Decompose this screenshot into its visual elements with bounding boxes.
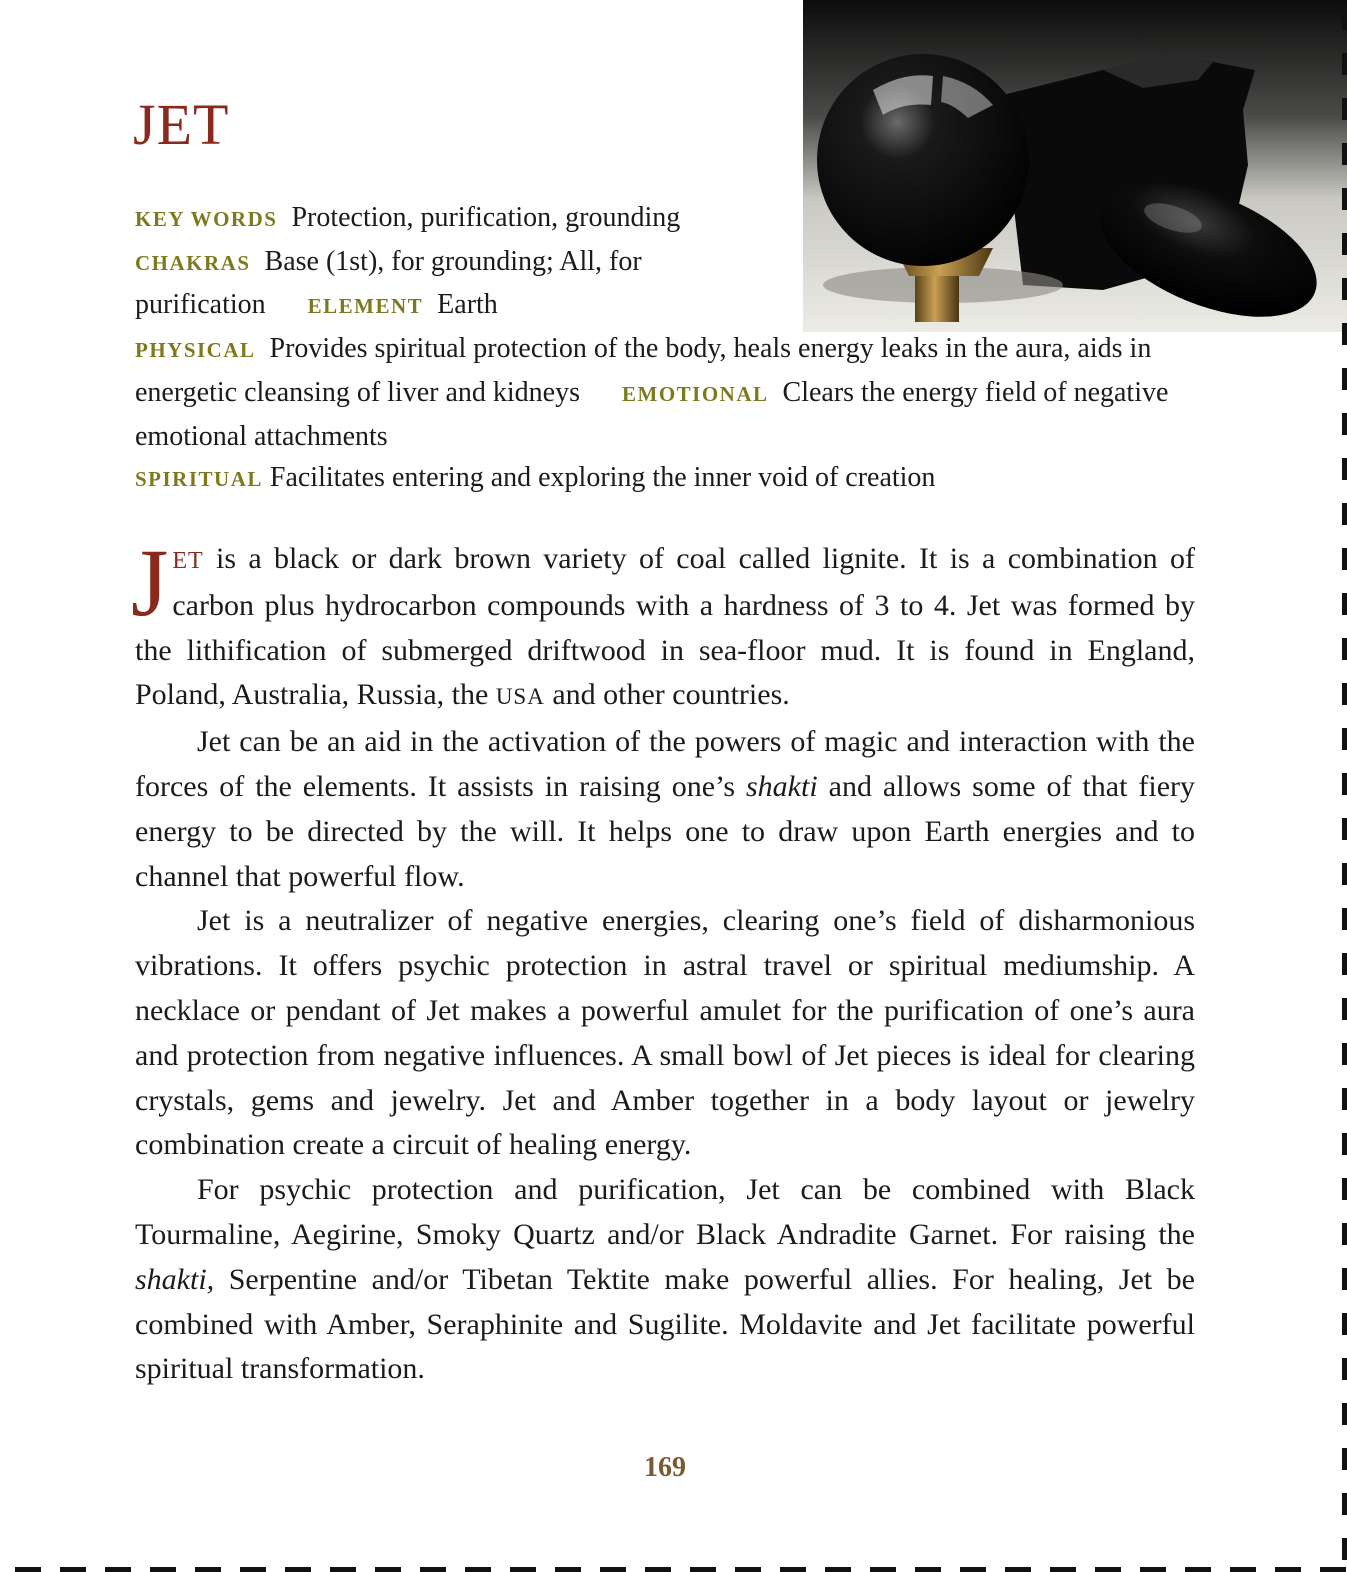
edge-mark (645, 1567, 671, 1572)
edge-mark (195, 1567, 221, 1572)
chakras-value: Base (1st), for grounding; All, for purification (135, 245, 642, 321)
paragraph-1-text-a: is a black or dark brown variety of coal called lignite. It is a combination of carbon plus hydrocarbon compounds with a hardness of 3 to 4. Jet was formed by the lithification of submerged driftwood in sea-floor mud. It is found in England, Poland, Australia, Russia, the (135, 542, 1195, 712)
edge-mark (1342, 98, 1347, 120)
edge-mark (1140, 1567, 1166, 1572)
edge-mark (1342, 143, 1347, 165)
paragraph-4-text-a: For psychic protection and purification, Jet can be combined with Black Tourmaline, Aegirine, Smoky Quartz and/or Black Andradite Garnet. For raising the (135, 1173, 1195, 1251)
paragraph-1-text-b: and other countries. (544, 678, 790, 712)
edge-mark (1342, 773, 1347, 795)
edge-mark (420, 1567, 446, 1572)
edge-mark (1275, 1567, 1301, 1572)
emotional-value: Clears the energy field of negative emotional attachments (135, 376, 1169, 452)
spiritual-label: SPIRITUAL (135, 467, 263, 492)
edge-mark (1342, 683, 1347, 705)
edge-mark (780, 1567, 806, 1572)
key-words-line (135, 197, 775, 241)
spiritual-value: Facilitates entering and exploring the inner void of creation (269, 462, 936, 494)
page-number: 169 (644, 1452, 686, 1483)
edge-mark (1342, 638, 1347, 660)
paragraph-3: Jet is a neutralizer of negative energies, clearing one’s field of disharmonious vibrations. It offers psychic protection in astral travel or spiritual mediumship. A necklace or pendant of Jet makes a powerful amulet for the purification of one’s aura and protection from negative influences. A small bowl of Jet pieces is ideal for clearing crystals, gems and jewelry. Jet and Amber together in a body layout or jewelry combination create a circuit of healing energy. (135, 904, 1195, 1162)
edge-mark (330, 1567, 356, 1572)
edge-mark (1342, 1223, 1347, 1245)
properties-block (135, 197, 1195, 501)
edge-mark (1342, 413, 1347, 435)
edge-mark (1342, 1043, 1347, 1065)
edge-mark (1342, 368, 1347, 390)
paragraph-2 (135, 720, 1195, 899)
edge-mark (1342, 1493, 1347, 1515)
edge-mark (1342, 188, 1347, 210)
usa-abbrev: USA (495, 684, 545, 710)
element-value: Earth (437, 289, 498, 321)
edge-mark (105, 1567, 131, 1572)
page-title: JET (133, 92, 230, 157)
physical-emotional-line (135, 328, 1180, 457)
edge-mark (285, 1567, 311, 1572)
key-words-label: KEY WORDS (135, 207, 278, 231)
edge-mark (150, 1567, 176, 1572)
edge-mark (15, 1567, 41, 1572)
paragraph-4-text-b: Serpentine and/or Tibetan Tektite make powerful allies. For healing, Jet be combined with Amber, Seraphinite and Sugilite. Moldavite and Jet facilitate powerful spiritual transformation. (135, 1262, 1195, 1386)
key-words-value: Protection, purification, grounding (291, 202, 681, 233)
edge-mark (1342, 323, 1347, 345)
edge-mark (915, 1567, 941, 1572)
edge-mark (1342, 458, 1347, 480)
edge-mark (1342, 1178, 1347, 1200)
edge-mark (1342, 503, 1347, 525)
edge-mark (1095, 1567, 1121, 1572)
paragraph-4 (135, 1168, 1195, 1392)
chakras-label: CHAKRAS (135, 250, 251, 275)
edge-mark (1342, 8, 1347, 30)
edge-mark (1342, 278, 1347, 300)
body-text (131, 529, 1195, 1392)
edge-mark (1342, 1313, 1347, 1335)
edge-mark (1342, 728, 1347, 750)
edge-mark (1342, 1448, 1347, 1470)
paragraph-2-text-a: Jet can be an aid in the activation of the powers of magic and interaction with the forces of the elements. It assists in raising one’s (135, 725, 1195, 803)
edge-mark (510, 1567, 536, 1572)
edge-mark (1185, 1567, 1211, 1572)
physical-label: PHYSICAL (135, 338, 256, 363)
edge-mark (1342, 1403, 1347, 1425)
paragraph-1 (131, 529, 1195, 720)
edge-mark (1342, 53, 1347, 75)
edge-mark (1342, 1088, 1347, 1110)
edge-mark (1342, 233, 1347, 255)
edge-mark (60, 1567, 86, 1572)
edge-mark (1230, 1567, 1256, 1572)
edge-mark (1342, 548, 1347, 570)
edge-mark (1342, 1538, 1347, 1560)
edge-mark (240, 1567, 266, 1572)
edge-mark (1342, 863, 1347, 885)
edge-mark (1342, 593, 1347, 615)
edge-mark (1342, 908, 1347, 930)
bottom-edge-marks (0, 1564, 1347, 1572)
edge-mark (825, 1567, 851, 1572)
physical-value: Provides spiritual protection of the body, heals energy leaks in the aura, aids in energetic cleansing of liver and kidneys (135, 333, 1152, 408)
edge-mark (1342, 1358, 1347, 1380)
paragraph-2-text-b: and allows some of that fiery energy to be directed by the will. It helps one to draw upon Earth energies and to channel that powerful flow. (135, 769, 1195, 893)
edge-mark (1342, 953, 1347, 975)
emotional-label: EMOTIONAL (622, 381, 769, 406)
paragraph-2-emphasis: shakti (746, 769, 818, 803)
edge-mark (465, 1567, 491, 1572)
edge-mark (600, 1567, 626, 1572)
spiritual-line (135, 457, 1195, 501)
edge-mark (1342, 818, 1347, 840)
edge-mark (690, 1567, 716, 1572)
edge-mark (1320, 1567, 1346, 1572)
edge-mark (1342, 1133, 1347, 1155)
edge-mark (1342, 998, 1347, 1020)
right-edge-marks (1341, 0, 1347, 1572)
element-label: ELEMENT (307, 294, 424, 319)
edge-mark (1050, 1567, 1076, 1572)
edge-mark (1342, 1268, 1347, 1290)
chakras-element-line (135, 241, 735, 328)
edge-mark (960, 1567, 986, 1572)
edge-mark (735, 1567, 761, 1572)
paragraph-4-emphasis: shakti, (135, 1262, 215, 1296)
edge-mark (375, 1567, 401, 1572)
drop-cap: J (131, 529, 169, 636)
edge-mark (1005, 1567, 1031, 1572)
edge-mark (555, 1567, 581, 1572)
drop-cap-rest: ET (172, 548, 204, 574)
edge-mark (870, 1567, 896, 1572)
